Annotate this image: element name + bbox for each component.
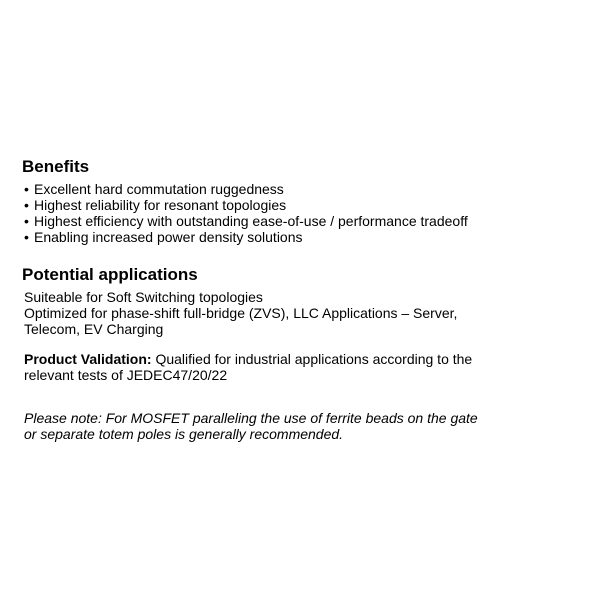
note-line: or separate totem poles is generally recommended. [24, 426, 344, 442]
applications-line: Optimized for phase-shift full-bridge (ZVS), LLC Applications – Server, [24, 305, 458, 321]
benefit-text: Highest reliability for resonant topologies [34, 197, 287, 213]
bullet-icon: • [24, 213, 29, 229]
benefits-heading: Benefits [22, 157, 90, 176]
please-note [24, 410, 524, 442]
bullet-icon: • [24, 197, 29, 213]
validation-label: Product Validation: [24, 351, 152, 367]
bullet-icon: • [24, 181, 29, 197]
validation-line [24, 351, 524, 367]
benefit-text: Excellent hard commutation ruggedness [34, 181, 284, 197]
potential-applications-heading: Potential applications [22, 265, 198, 284]
validation-text: Qualified for industrial applications according to the [155, 351, 473, 367]
applications-line: Suiteable for Soft Switching topologies [24, 289, 263, 305]
benefit-item [24, 181, 468, 197]
benefit-text: Enabling increased power density solutions [34, 229, 303, 245]
benefit-text: Highest efficiency with outstanding ease-of-use / performance tradeoff [34, 213, 468, 229]
validation-line: relevant tests of JEDEC47/20/22 [24, 367, 228, 383]
note-line: Please note: For MOSFET paralleling the use of ferrite beads on the gate [24, 410, 478, 426]
benefit-item [24, 213, 468, 229]
applications-text [24, 289, 524, 337]
benefit-item [24, 197, 468, 213]
product-validation [24, 351, 524, 383]
bullet-icon: • [24, 229, 29, 245]
benefits-list [24, 181, 468, 245]
benefit-item [24, 229, 468, 245]
applications-line: Telecom, EV Charging [24, 321, 164, 337]
